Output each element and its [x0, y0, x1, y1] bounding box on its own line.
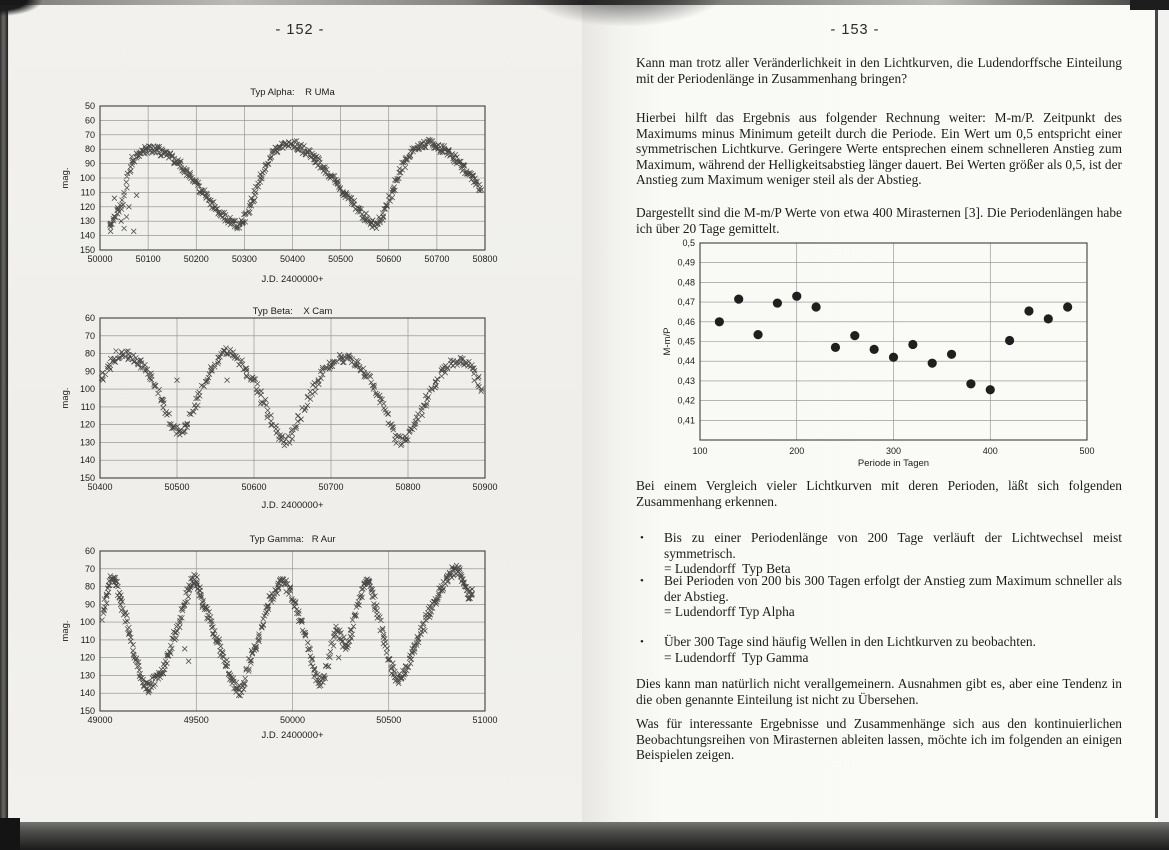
svg-text:60: 60 — [84, 115, 95, 126]
bullet-icon: • — [640, 532, 644, 544]
x-axis-tick-labels — [87, 715, 497, 725]
bullet-icon: • — [640, 575, 644, 587]
chart-title: Typ Alpha: R UMa — [250, 87, 335, 98]
svg-text:70: 70 — [84, 330, 95, 341]
svg-text:100: 100 — [692, 446, 708, 456]
scan-spine-top-shadow — [520, 0, 730, 26]
svg-text:0,42: 0,42 — [677, 395, 695, 406]
svg-text:50600: 50600 — [241, 482, 267, 492]
paragraph-outlook: Was für interessante Ergebnisse und Zusammenhänge sich aus den kontinuierlichen Beobachtungsreihen von Mirasternen ableiten lassen, möchte ich im folgenden an einigen Beispielen zeigen. — [636, 716, 1122, 763]
svg-text:50700: 50700 — [318, 482, 344, 492]
paragraph-caveat: Dies kann man natürlich nicht verallgemeinern. Ausnahmen gibt es, aber eine Tendenz in die oben genannte Einteilung ist nicht zu Übersehen. — [636, 676, 1122, 707]
x-axis-tick-labels — [692, 446, 1094, 456]
scan-edge-bottom-corner — [0, 818, 20, 850]
svg-text:130: 130 — [79, 670, 95, 681]
svg-text:51000: 51000 — [472, 715, 498, 725]
paragraph-comparison: Bei einem Vergleich vieler Lichtkurven mit deren Perioden, läßt sich folgenden Zusammenhang erkennen. — [636, 478, 1122, 509]
x-axis-label: J.D. 2400000+ — [261, 730, 324, 741]
bullet-text: Über 300 Tage sind häufig Wellen in den Lichtkurven zu beobachten. — [664, 634, 1036, 649]
x-axis-label: J.D. 2400000+ — [261, 500, 324, 511]
svg-text:140: 140 — [79, 455, 95, 466]
bullet-typ-alpha — [640, 573, 1122, 620]
svg-text:50900: 50900 — [472, 482, 498, 492]
svg-text:0,49: 0,49 — [677, 257, 695, 268]
svg-text:0,47: 0,47 — [677, 297, 695, 308]
light-curve-chart-typ-gamma-r-aur — [55, 531, 507, 751]
svg-text:50500: 50500 — [328, 254, 354, 264]
data-points-x-markers — [107, 137, 484, 234]
svg-text:110: 110 — [80, 401, 95, 412]
svg-text:80: 80 — [84, 581, 95, 592]
svg-text:50200: 50200 — [183, 254, 209, 264]
bullet-classification: = Ludendorff Typ Alpha — [664, 604, 795, 620]
scan-edge-bottom — [0, 822, 1169, 850]
svg-text:500: 500 — [1079, 446, 1095, 456]
svg-text:0,46: 0,46 — [677, 316, 695, 327]
chart-title: Typ Gamma: R Aur — [249, 534, 336, 545]
svg-text:90: 90 — [84, 158, 95, 169]
bullet-classification: = Ludendorff Typ Gamma — [664, 649, 809, 665]
light-curve-chart-typ-alpha-r-uma — [55, 82, 507, 292]
svg-text:150: 150 — [79, 473, 95, 483]
svg-text:150: 150 — [79, 706, 95, 716]
x-axis-tick-labels — [87, 254, 497, 264]
svg-text:100: 100 — [79, 384, 95, 395]
svg-text:50800: 50800 — [472, 254, 498, 264]
svg-text:0,48: 0,48 — [677, 277, 695, 288]
bullet-icon: • — [640, 636, 644, 648]
svg-text:0,45: 0,45 — [677, 336, 695, 347]
page-edge-right-line — [1155, 6, 1158, 818]
page-number-153: - 153 - — [830, 22, 880, 38]
svg-text:50500: 50500 — [376, 715, 402, 725]
svg-text:60: 60 — [84, 546, 95, 556]
svg-text:50500: 50500 — [164, 482, 190, 492]
y-axis-tick-labels — [80, 101, 95, 255]
svg-text:100: 100 — [79, 173, 95, 183]
svg-text:120: 120 — [79, 652, 95, 663]
paragraph-question: Kann man trotz aller Veränderlichkeit in den Lichtkurven, die Ludendorffsche Einteilung mit der Periodenlänge in Zusammenhang bringen? — [636, 55, 1122, 86]
svg-text:70: 70 — [84, 563, 95, 574]
svg-text:49000: 49000 — [87, 715, 113, 725]
svg-text:50400: 50400 — [279, 254, 306, 264]
y-axis-label: M-m/P — [662, 327, 673, 356]
bullet-typ-beta — [640, 530, 1122, 577]
data-points-x-markers — [100, 563, 475, 698]
svg-text:0,43: 0,43 — [677, 375, 695, 386]
svg-text:140: 140 — [79, 230, 95, 241]
svg-text:100: 100 — [79, 617, 95, 628]
grid-lines — [700, 243, 1087, 440]
svg-text:50000: 50000 — [87, 254, 113, 264]
svg-text:150: 150 — [79, 245, 95, 255]
svg-text:50100: 50100 — [135, 254, 161, 264]
svg-text:60: 60 — [84, 313, 95, 323]
light-curve-chart-typ-beta-x-cam — [55, 302, 507, 520]
data-points-x-markers — [99, 346, 484, 449]
svg-text:50800: 50800 — [395, 482, 421, 492]
y-axis-label: mag. — [60, 620, 71, 642]
svg-text:50300: 50300 — [231, 254, 257, 264]
bullet-typ-gamma — [640, 634, 1122, 665]
svg-text:0,41: 0,41 — [677, 415, 695, 426]
svg-text:0,44: 0,44 — [677, 356, 695, 367]
svg-text:300: 300 — [885, 446, 902, 456]
scan-edge-left — [0, 0, 9, 823]
y-axis-label: mag. — [60, 167, 71, 189]
y-axis-tick-labels — [80, 313, 95, 483]
y-axis-label: mag. — [60, 387, 71, 409]
m-m-p-scatter-chart — [655, 235, 1117, 477]
svg-text:49500: 49500 — [183, 715, 209, 725]
scan-margin-right — [1158, 0, 1169, 823]
svg-text:0,5: 0,5 — [682, 238, 695, 248]
svg-text:50: 50 — [84, 101, 95, 111]
svg-text:50400: 50400 — [87, 482, 113, 492]
grid-lines — [100, 551, 485, 711]
svg-text:400: 400 — [982, 446, 998, 456]
svg-text:130: 130 — [79, 216, 95, 227]
svg-text:50000: 50000 — [279, 715, 306, 725]
bullet-text: Bis zu einer Periodenlänge von 200 Tage verläuft der Lichtwechsel meist symmetrisch. — [664, 530, 1122, 561]
y-axis-tick-labels — [80, 546, 95, 716]
x-axis-tick-labels — [87, 482, 497, 492]
bullet-text: Bei Perioden von 200 bis 300 Tagen erfolgt der Anstieg zum Maximum schneller als der Abstieg. — [664, 573, 1122, 604]
x-axis-label: Periode in Tagen — [857, 458, 930, 469]
x-axis-label: J.D. 2400000+ — [261, 274, 324, 285]
scan-corner-top-right — [1130, 0, 1169, 10]
page-number-152: - 152 - — [275, 22, 325, 38]
svg-text:120: 120 — [79, 201, 95, 212]
bullet-classification: = Ludendorff Typ Beta — [664, 561, 791, 577]
svg-text:90: 90 — [84, 366, 95, 377]
svg-text:80: 80 — [84, 144, 95, 155]
svg-text:90: 90 — [84, 599, 95, 610]
svg-text:50600: 50600 — [376, 254, 402, 264]
grid-lines — [100, 106, 485, 250]
paragraph-mmp-explanation: Hierbei hilft das Ergebnis aus folgender Rechnung weiter: M-m/P. Zeitpunkt des Maximums minus Minimum geteilt durch die Periode. Ein Wert um 0,5 entspricht einer symmetrischen Lichtkurve. Geringere Werte entsprechen einem schnelleren Anstieg zum Maximum, während der Helligkeitsabstieg länger dauert. Bei Werten größer als 0,5, ist der Anstieg zum Maximum weniger steil als der Abstieg. — [636, 110, 1122, 188]
y-axis-tick-labels — [677, 238, 695, 425]
svg-text:200: 200 — [789, 446, 805, 456]
paragraph-data-source: Dargestellt sind die M-m/P Werte von etwa 400 Mirasternen [3]. Die Periodenlängen habe ich über 20 Tage gemittelt. — [636, 205, 1122, 236]
svg-text:120: 120 — [79, 419, 95, 430]
svg-text:50700: 50700 — [424, 254, 450, 264]
svg-text:80: 80 — [84, 348, 95, 359]
svg-text:70: 70 — [84, 129, 95, 140]
svg-text:110: 110 — [80, 634, 95, 645]
chart-title: Typ Beta: X Cam — [252, 306, 333, 317]
svg-text:140: 140 — [79, 688, 95, 699]
svg-text:130: 130 — [79, 437, 95, 448]
svg-text:110: 110 — [80, 187, 95, 198]
